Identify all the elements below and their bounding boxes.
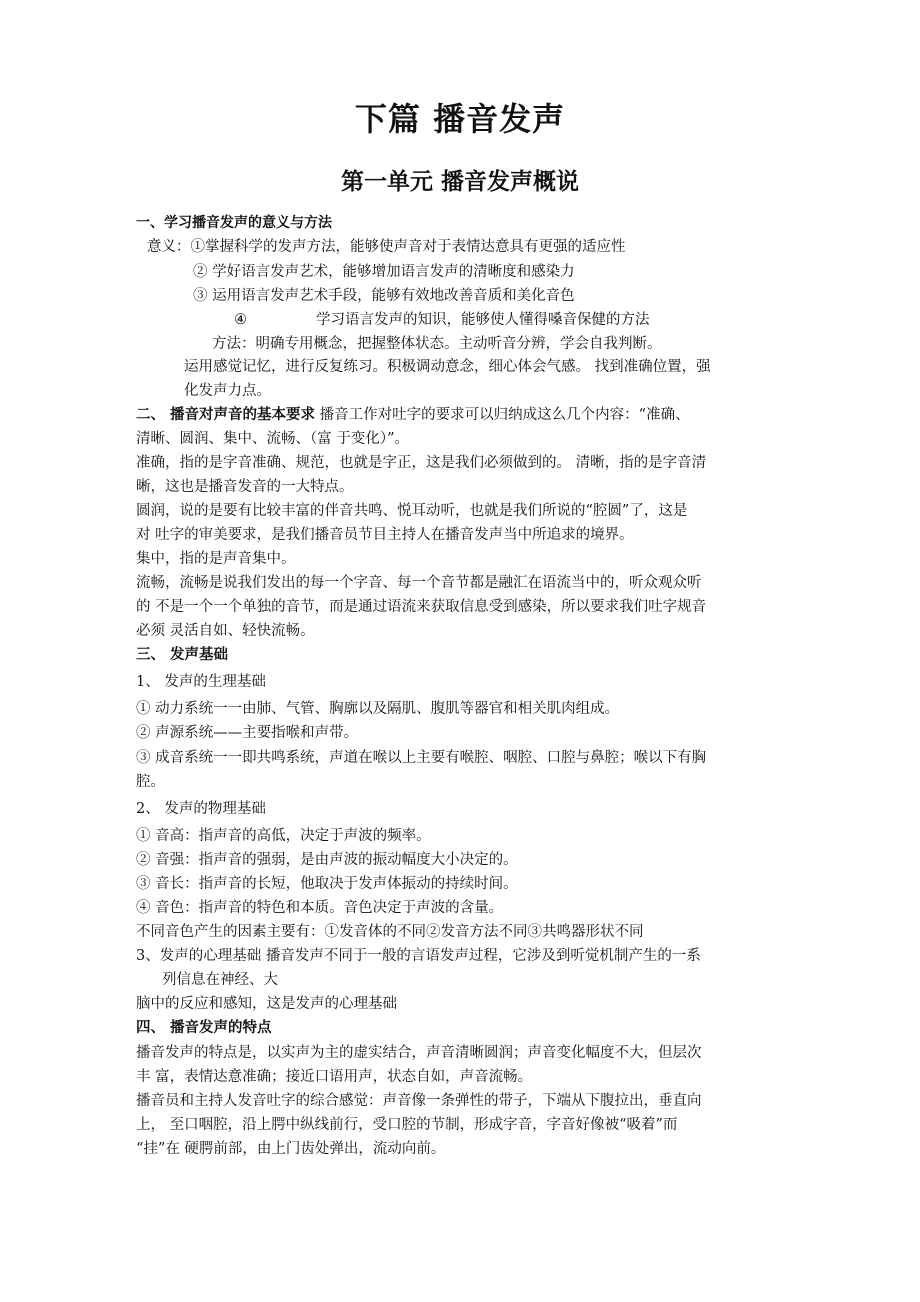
section-3-heading: 三、 发声基础: [136, 647, 229, 663]
paragraph-line: 运用感觉记忆，进行反复练习。积极调动意念，细心体会气感。 找到准确位置，强: [184, 359, 711, 375]
paragraph-line: 圆润，说的是要有比较丰富的伴音共鸣、悦耳动听，也就是我们所说的“腔圆”了，这是: [136, 503, 688, 519]
paragraph-line: 化发声力点。: [184, 383, 271, 399]
paragraph-line: 播音员和主持人发音吐字的综合感觉：声音像一条弹性的带子，下端从下腹拉出，垂直向: [136, 1093, 702, 1109]
paragraph-line: 必须 灵活自如、轻快流畅。: [136, 623, 315, 639]
paragraph-line: ③ 运用语言发声艺术手段，能够有效地改善音质和美化音色: [193, 288, 575, 304]
section-1-heading: 一、学习播音发声的意义与方法: [136, 215, 332, 231]
page-title: 下篇 播音发声: [354, 100, 566, 138]
unit-title: 第一单元 播音发声概说: [340, 169, 579, 195]
paragraph-line: 学习语言发声的知识，能够使人懂得嗓音保健的方法: [316, 312, 650, 328]
subsection-heading: 1、 发声的生理基础: [136, 674, 266, 690]
list-item: ④ 音色：指声音的特色和本质。音色决定于声波的含量。: [136, 900, 504, 916]
paragraph-line: 的 不是一个一个单独的音节，而是通过语流来获取信息受到感染，所以要求我们吐字规音: [136, 599, 707, 615]
list-item-continued: 腔。: [136, 774, 165, 790]
list-item: ① 动力系统一一由肺、气管、胸廓以及隔肌、腹肌等器官和相关肌肉组成。: [136, 701, 620, 717]
paragraph-line: 准确，指的是字音准确、规范，也就是字正，这是我们必须做到的。 清晰，指的是字音清: [136, 455, 707, 471]
paragraph-line: 意义：①掌握科学的发声方法，能够使声音对于表情达意具有更强的适应性: [147, 239, 626, 255]
paragraph-line: 播音工作对吐字的要求可以归纳成这么几个内容：“准确、: [315, 407, 690, 423]
paragraph-line: 对 吐字的审美要求，是我们播音员节目主持人在播音发声当中所追求的境界。: [136, 527, 634, 543]
subsection-heading: 2、 发声的物理基础: [136, 801, 266, 817]
paragraph-line: 丰 富，表情达意准确；接近口语用声，状态自如，声音流畅。: [136, 1069, 533, 1085]
paragraph-line: 不同音色产生的因素主要有：①发音体的不同②发音方法不同③共鸣器形状不同: [136, 924, 644, 940]
list-item: ① 音高：指声音的高低，决定于声波的频率。: [136, 828, 431, 844]
paragraph-line: 方法：明确专用概念，把握整体状态。主动听音分辨，学会自我判断。: [212, 336, 662, 352]
list-item: ② 音强：指声音的强弱，是由声波的振动幅度大小决定的。: [136, 852, 518, 868]
paragraph-line: “挂”在 硬腭前部，由上门齿处弹出，流动向前。: [136, 1141, 446, 1157]
paragraph-line: 列信息在神经、大: [162, 972, 278, 988]
list-item: ③ 成音系统一一即共鸣系统，声道在喉以上主要有喉腔、咽腔、口腔与鼻腔；喉以下有胸: [136, 750, 707, 766]
list-item: ② 声源系统——主要指喉和声带。: [136, 725, 359, 741]
paragraph-line: 晰，这也是播音发音的一大特点。: [136, 479, 354, 495]
paragraph-line: 流畅，流畅是说我们发出的每一个字音、每一个音节都是融汇在语流当中的，听众观众听: [136, 575, 702, 591]
paragraph-line: 清晰、圆润、集中、流畅、（富 于变化）”。: [136, 431, 410, 447]
section-2-heading: 二、 播音对声音的基本要求: [136, 407, 316, 423]
paragraph-line: ② 学好语言发声艺术，能够增加语言发声的清晰度和感染力: [193, 264, 575, 280]
paragraph-line: 播音发声的特点是，以实声为主的虚实结合，声音清晰圆润；声音变化幅度不大，但层次: [136, 1045, 702, 1061]
list-item: ③ 音长：指声音的长短，他取决于发声体振动的持续时间。: [136, 876, 518, 892]
subsection-heading: 3、发声的心理基础 播音发声不同于一般的言语发声过程，它涉及到听觉机制产生的一系: [136, 948, 701, 964]
paragraph-line: 上， 至口咽腔，沿上腭中纵线前行，受口腔的节制，形成字音，字音好像被“吸着”而: [136, 1117, 678, 1133]
paragraph-line: 集中，指的是声音集中。: [136, 551, 296, 567]
section-4-heading: 四、 播音发声的特点: [136, 1020, 272, 1036]
paragraph-line-marker: ④: [234, 312, 247, 328]
paragraph-line: 脑中的反应和感知，这是发声的心理基础: [136, 996, 397, 1012]
